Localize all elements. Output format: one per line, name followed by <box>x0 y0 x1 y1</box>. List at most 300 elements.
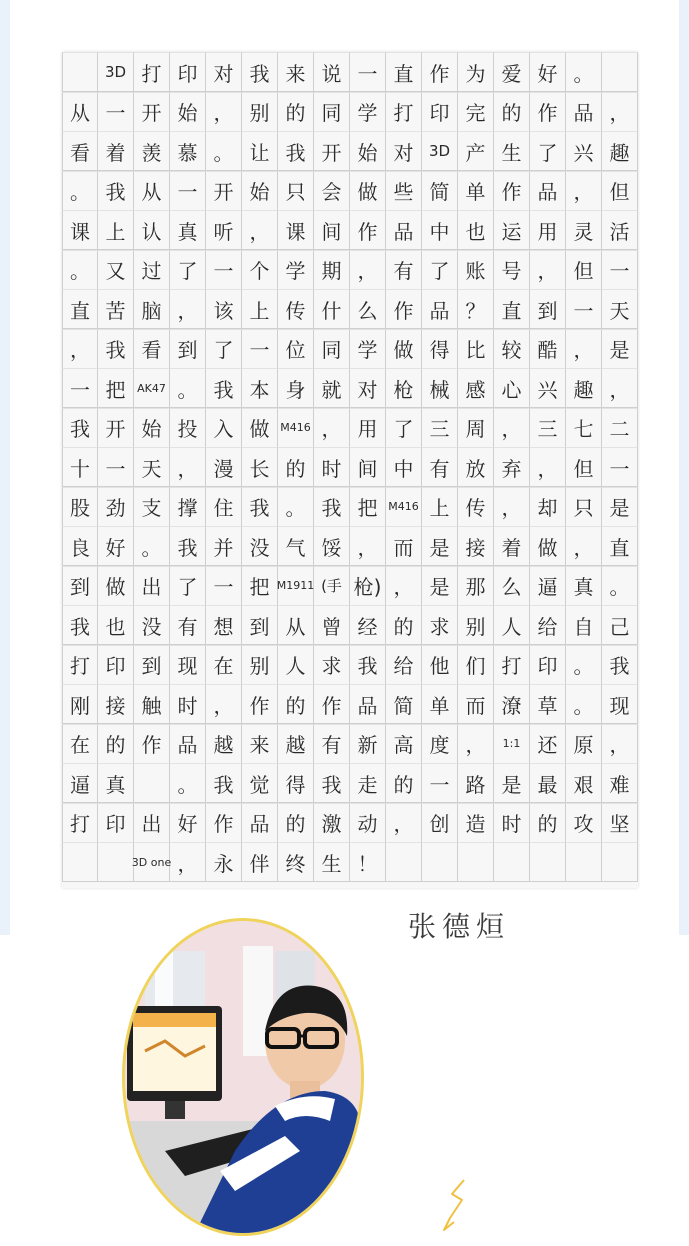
grid-cell: 来 <box>242 724 278 764</box>
grid-cell: 到 <box>170 329 206 369</box>
essay-line <box>62 566 638 606</box>
grid-cell: 开 <box>134 92 170 132</box>
grid-cell <box>566 842 602 882</box>
grid-cell: ， <box>242 210 278 250</box>
grid-cell: 到 <box>242 605 278 645</box>
grid-cell: 时 <box>170 684 206 724</box>
grid-cell: 3D <box>422 131 458 171</box>
grid-cell: 那 <box>458 566 494 606</box>
grid-cell: 了 <box>170 250 206 290</box>
grid-cell: 来 <box>278 52 314 92</box>
grid-cell: 作 <box>386 289 422 329</box>
grid-cell: ， <box>566 171 602 211</box>
grid-cell: 从 <box>62 92 98 132</box>
grid-cell: 十 <box>62 447 98 487</box>
grid-cell: 得 <box>422 329 458 369</box>
grid-cell: ， <box>170 447 206 487</box>
grid-cell: 位 <box>278 329 314 369</box>
grid-cell: ， <box>314 408 350 448</box>
grid-cell: AK47 <box>134 368 170 408</box>
essay-line <box>62 131 638 171</box>
grid-cell: 3D one <box>134 842 170 882</box>
grid-cell: 又 <box>98 250 134 290</box>
grid-cell: 传 <box>458 487 494 527</box>
grid-cell: 只 <box>566 487 602 527</box>
grid-cell: 印 <box>98 645 134 685</box>
grid-cell: ， <box>350 250 386 290</box>
grid-cell: 走 <box>350 763 386 803</box>
grid-cell: 直 <box>602 526 638 566</box>
grid-cell: 作 <box>242 684 278 724</box>
grid-cell: 为 <box>458 52 494 92</box>
grid-cell: 做 <box>530 526 566 566</box>
grid-cell: 用 <box>530 210 566 250</box>
grid-cell: ， <box>206 92 242 132</box>
grid-cell: 对 <box>206 52 242 92</box>
grid-cell: 好 <box>170 803 206 843</box>
grid-cell: 爱 <box>494 52 530 92</box>
right-page-border <box>679 0 689 935</box>
grid-cell: 些 <box>386 171 422 211</box>
grid-cell: 品 <box>530 171 566 211</box>
grid-cell: 运 <box>494 210 530 250</box>
grid-cell: ， <box>458 724 494 764</box>
grid-cell: 我 <box>62 408 98 448</box>
grid-cell: 。 <box>170 368 206 408</box>
grid-cell: 入 <box>206 408 242 448</box>
grid-cell <box>602 842 638 882</box>
grid-cell: 一 <box>422 763 458 803</box>
grid-cell: 觉 <box>242 763 278 803</box>
grid-cell: 。 <box>278 487 314 527</box>
grid-cell: 。 <box>134 526 170 566</box>
grid-cell: 没 <box>134 605 170 645</box>
grid-cell: 我 <box>278 131 314 171</box>
grid-cell: 一 <box>62 368 98 408</box>
grid-cell: 上 <box>242 289 278 329</box>
grid-cell: 一 <box>602 447 638 487</box>
grid-cell: 作 <box>134 724 170 764</box>
grid-cell: 造 <box>458 803 494 843</box>
grid-cell: 品 <box>242 803 278 843</box>
grid-cell: 做 <box>350 171 386 211</box>
grid-cell: 做 <box>98 566 134 606</box>
grid-cell: 把 <box>98 368 134 408</box>
grid-cell: 逼 <box>530 566 566 606</box>
grid-cell: 好 <box>98 526 134 566</box>
grid-cell: 脑 <box>134 289 170 329</box>
grid-cell: ， <box>494 487 530 527</box>
grid-cell: 。 <box>206 131 242 171</box>
grid-cell: 有 <box>314 724 350 764</box>
grid-cell: 打 <box>134 52 170 92</box>
grid-cell: 学 <box>350 92 386 132</box>
grid-cell: 间 <box>350 447 386 487</box>
student-photo <box>122 918 364 1236</box>
grid-cell: 的 <box>386 763 422 803</box>
grid-cell: 直 <box>494 289 530 329</box>
grid-cell: 身 <box>278 368 314 408</box>
grid-cell: 么 <box>494 566 530 606</box>
grid-cell <box>98 842 134 882</box>
grid-cell: 1:1 <box>494 724 530 764</box>
grid-cell: 三 <box>422 408 458 448</box>
grid-cell: 始 <box>242 171 278 211</box>
grid-cell: 的 <box>530 803 566 843</box>
grid-cell: 较 <box>494 329 530 369</box>
grid-cell: 中 <box>422 210 458 250</box>
grid-cell: 感 <box>458 368 494 408</box>
grid-cell: 艰 <box>566 763 602 803</box>
essay-line <box>62 645 638 685</box>
grid-cell: 本 <box>242 368 278 408</box>
grid-cell: 潦 <box>494 684 530 724</box>
grid-cell: 撑 <box>170 487 206 527</box>
grid-cell: M1911 <box>278 566 314 606</box>
grid-cell: 我 <box>350 645 386 685</box>
grid-cell: ， <box>530 250 566 290</box>
essay-line <box>62 210 638 250</box>
grid-cell: 始 <box>134 408 170 448</box>
grid-cell: 只 <box>278 171 314 211</box>
grid-cell: 别 <box>242 92 278 132</box>
grid-cell: 人 <box>494 605 530 645</box>
grid-cell: 到 <box>530 289 566 329</box>
grid-cell: 他 <box>422 645 458 685</box>
essay-grid-paper <box>62 52 638 888</box>
essay-line <box>62 329 638 369</box>
grid-cell: 对 <box>386 131 422 171</box>
grid-cell: 了 <box>386 408 422 448</box>
grid-cell: 也 <box>458 210 494 250</box>
left-page-border <box>0 0 10 935</box>
grid-cell: 从 <box>278 605 314 645</box>
grid-cell: 别 <box>458 605 494 645</box>
grid-cell: 逼 <box>62 763 98 803</box>
essay-line <box>62 171 638 211</box>
grid-cell <box>386 842 422 882</box>
grid-cell: 了 <box>530 131 566 171</box>
grid-cell: 的 <box>278 447 314 487</box>
grid-cell: ！ <box>350 842 386 882</box>
grid-cell: 们 <box>458 645 494 685</box>
grid-cell: 单 <box>458 171 494 211</box>
grid-cell: 始 <box>350 131 386 171</box>
grid-cell: 一 <box>206 250 242 290</box>
grid-cell: 越 <box>206 724 242 764</box>
grid-cell: 账 <box>458 250 494 290</box>
essay-line <box>62 92 638 132</box>
grid-cell: 品 <box>566 92 602 132</box>
grid-cell: 做 <box>242 408 278 448</box>
grid-cell: 品 <box>350 684 386 724</box>
grid-cell: 印 <box>422 92 458 132</box>
grid-cell: 作 <box>422 52 458 92</box>
grid-cell <box>602 52 638 92</box>
grid-cell: 我 <box>206 368 242 408</box>
grid-cell: 真 <box>170 210 206 250</box>
grid-cell: 激 <box>314 803 350 843</box>
grid-cell: 周 <box>458 408 494 448</box>
grid-cell: 打 <box>62 803 98 843</box>
grid-cell: 么 <box>350 289 386 329</box>
grid-cell: 有 <box>170 605 206 645</box>
decorative-squiggle-icon <box>440 1178 476 1234</box>
grid-cell: 漫 <box>206 447 242 487</box>
grid-cell: 说 <box>314 52 350 92</box>
grid-cell: 在 <box>206 645 242 685</box>
grid-cell: 我 <box>206 763 242 803</box>
grid-cell: 曾 <box>314 605 350 645</box>
grid-cell: M416 <box>386 487 422 527</box>
grid-cell: 产 <box>458 131 494 171</box>
grid-cell: ， <box>206 684 242 724</box>
grid-cell: ， <box>350 526 386 566</box>
grid-cell: 作 <box>530 92 566 132</box>
grid-cell: ， <box>170 289 206 329</box>
essay-line <box>62 684 638 724</box>
grid-cell: 。 <box>62 171 98 211</box>
grid-cell: 攻 <box>566 803 602 843</box>
grid-cell: 而 <box>386 526 422 566</box>
grid-cell: 打 <box>494 645 530 685</box>
grid-cell: 天 <box>134 447 170 487</box>
grid-cell: 做 <box>386 329 422 369</box>
essay-line <box>62 724 638 764</box>
grid-cell: 时 <box>494 803 530 843</box>
grid-cell: 有 <box>422 447 458 487</box>
grid-cell: ， <box>602 724 638 764</box>
grid-cell: 看 <box>62 131 98 171</box>
grid-cell: 会 <box>314 171 350 211</box>
grid-cell: 该 <box>206 289 242 329</box>
grid-cell: 永 <box>206 842 242 882</box>
grid-cell: 作 <box>494 171 530 211</box>
grid-cell: 好 <box>530 52 566 92</box>
grid-cell <box>530 842 566 882</box>
grid-cell: 。 <box>566 52 602 92</box>
grid-cell: 气 <box>278 526 314 566</box>
grid-cell: 度 <box>422 724 458 764</box>
grid-cell: 酷 <box>530 329 566 369</box>
grid-cell: 。 <box>62 250 98 290</box>
essay-line <box>62 408 638 448</box>
grid-cell: 想 <box>206 605 242 645</box>
grid-cell: 了 <box>170 566 206 606</box>
grid-cell: 经 <box>350 605 386 645</box>
grid-cell <box>134 763 170 803</box>
grid-cell: 并 <box>206 526 242 566</box>
essay-line <box>62 526 638 566</box>
grid-cell: ， <box>62 329 98 369</box>
grid-cell: 触 <box>134 684 170 724</box>
grid-cell: 直 <box>62 289 98 329</box>
grid-cell: 作 <box>206 803 242 843</box>
grid-cell: 品 <box>170 724 206 764</box>
grid-cell: 开 <box>206 171 242 211</box>
grid-cell: ， <box>170 842 206 882</box>
grid-cell: 就 <box>314 368 350 408</box>
grid-cell: 己 <box>602 605 638 645</box>
grid-cell: 完 <box>458 92 494 132</box>
grid-cell: 个 <box>242 250 278 290</box>
grid-cell: 一 <box>566 289 602 329</box>
grid-cell: 到 <box>134 645 170 685</box>
grid-cell: 学 <box>350 329 386 369</box>
grid-cell: 难 <box>602 763 638 803</box>
grid-cell: 得 <box>278 763 314 803</box>
grid-cell: 一 <box>98 447 134 487</box>
grid-cell: 活 <box>602 210 638 250</box>
grid-cell: 。 <box>566 684 602 724</box>
grid-cell: 给 <box>530 605 566 645</box>
grid-cell: 兴 <box>530 368 566 408</box>
grid-cell: 真 <box>566 566 602 606</box>
grid-cell: 把 <box>242 566 278 606</box>
grid-cell: 高 <box>386 724 422 764</box>
grid-cell: ， <box>530 447 566 487</box>
grid-cell: 开 <box>314 131 350 171</box>
grid-cell: 放 <box>458 447 494 487</box>
grid-cell: 品 <box>422 289 458 329</box>
grid-cell: 单 <box>422 684 458 724</box>
grid-cell: 求 <box>314 645 350 685</box>
grid-cell: 苦 <box>98 289 134 329</box>
grid-cell: 但 <box>566 250 602 290</box>
grid-cell: 我 <box>242 487 278 527</box>
grid-cell: 动 <box>350 803 386 843</box>
grid-cell: 现 <box>602 684 638 724</box>
grid-cell: 出 <box>134 566 170 606</box>
grid-cell: 比 <box>458 329 494 369</box>
grid-cell: 自 <box>566 605 602 645</box>
grid-cell: 同 <box>314 92 350 132</box>
essay-line <box>62 289 638 329</box>
grid-cell: 真 <box>98 763 134 803</box>
grid-cell: ， <box>566 526 602 566</box>
grid-cell: 打 <box>386 92 422 132</box>
grid-cell: 我 <box>98 329 134 369</box>
grid-cell: 作 <box>350 210 386 250</box>
grid-cell <box>494 842 530 882</box>
grid-cell <box>62 52 98 92</box>
grid-cell: 求 <box>422 605 458 645</box>
grid-cell: 弃 <box>494 447 530 487</box>
grid-cell: ， <box>386 566 422 606</box>
grid-cell: 从 <box>134 171 170 211</box>
grid-cell: 股 <box>62 487 98 527</box>
grid-cell: 什 <box>314 289 350 329</box>
grid-cell: 生 <box>494 131 530 171</box>
grid-cell: 课 <box>278 210 314 250</box>
grid-cell: 上 <box>422 487 458 527</box>
grid-cell: 创 <box>422 803 458 843</box>
grid-cell: 趣 <box>602 131 638 171</box>
grid-cell: 原 <box>566 724 602 764</box>
grid-cell: 中 <box>386 447 422 487</box>
grid-cell: 。 <box>566 645 602 685</box>
grid-cell: 一 <box>170 171 206 211</box>
grid-cell: 二 <box>602 408 638 448</box>
grid-cell: 一 <box>242 329 278 369</box>
grid-cell: 七 <box>566 408 602 448</box>
essay-line <box>62 803 638 843</box>
grid-cell: 馁 <box>314 526 350 566</box>
grid-cell: 新 <box>350 724 386 764</box>
grid-cell: 越 <box>278 724 314 764</box>
essay-line <box>62 842 638 882</box>
grid-cell: 我 <box>170 526 206 566</box>
grid-cell: 了 <box>422 250 458 290</box>
grid-cell: 出 <box>134 803 170 843</box>
grid-cell: 我 <box>98 171 134 211</box>
essay-line <box>62 52 638 92</box>
essay-line <box>62 763 638 803</box>
grid-cell: 的 <box>494 92 530 132</box>
grid-cell: 时 <box>314 447 350 487</box>
grid-cell: 课 <box>62 210 98 250</box>
grid-cell: 一 <box>350 52 386 92</box>
grid-cell: 三 <box>530 408 566 448</box>
grid-cell: 却 <box>530 487 566 527</box>
grid-cell: 灵 <box>566 210 602 250</box>
grid-cell: 同 <box>314 329 350 369</box>
grid-cell: 天 <box>602 289 638 329</box>
grid-cell: 住 <box>206 487 242 527</box>
essay-line <box>62 250 638 290</box>
grid-cell: 着 <box>494 526 530 566</box>
grid-cell: 看 <box>134 329 170 369</box>
grid-cell: 支 <box>134 487 170 527</box>
grid-cell: 印 <box>530 645 566 685</box>
grid-cell: 品 <box>386 210 422 250</box>
grid-cell: 过 <box>134 250 170 290</box>
grid-cell: 的 <box>278 803 314 843</box>
grid-cell: ， <box>494 408 530 448</box>
grid-cell: 对 <box>350 368 386 408</box>
grid-cell: 草 <box>530 684 566 724</box>
grid-cell: 刚 <box>62 684 98 724</box>
grid-cell: 我 <box>314 763 350 803</box>
grid-cell: 间 <box>314 210 350 250</box>
grid-cell: 印 <box>98 803 134 843</box>
grid-cell <box>62 842 98 882</box>
grid-cell: 最 <box>530 763 566 803</box>
grid-cell: 慕 <box>170 131 206 171</box>
grid-cell: 到 <box>62 566 98 606</box>
essay-line <box>62 447 638 487</box>
grid-cell: 枪 <box>386 368 422 408</box>
grid-cell: 现 <box>170 645 206 685</box>
grid-cell: (手 <box>314 566 350 606</box>
grid-cell: 始 <box>170 92 206 132</box>
grid-cell: 趣 <box>566 368 602 408</box>
grid-cell: 终 <box>278 842 314 882</box>
grid-cell: 也 <box>98 605 134 645</box>
grid-cell: 。 <box>170 763 206 803</box>
grid-cell: 用 <box>350 408 386 448</box>
grid-cell: 良 <box>62 526 98 566</box>
grid-cell: 是 <box>602 329 638 369</box>
grid-cell: 坚 <box>602 803 638 843</box>
grid-cell: 给 <box>386 645 422 685</box>
grid-cell: 我 <box>62 605 98 645</box>
grid-cell: 还 <box>530 724 566 764</box>
grid-cell: 有 <box>386 250 422 290</box>
grid-cell: 没 <box>242 526 278 566</box>
grid-cell: 直 <box>386 52 422 92</box>
grid-cell: 接 <box>458 526 494 566</box>
